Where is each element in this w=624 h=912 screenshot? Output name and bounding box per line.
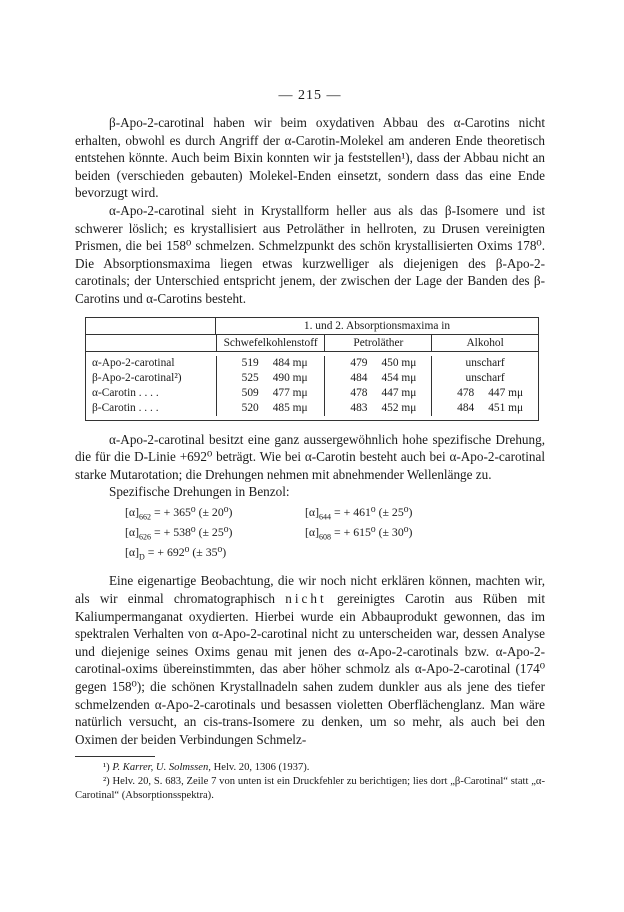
- table-row: β-Carotin . . . . 520 485 mμ 483 452 mμ 484 451 mμ: [86, 401, 538, 416]
- table-row: α-Carotin . . . . 509 477 mμ 478 447 mμ 478 447 mμ: [86, 386, 538, 401]
- table-header-span: 1. und 2. Absorptionsmaxima in: [215, 318, 538, 334]
- column-header-alcohol: Alkohol: [431, 335, 538, 351]
- spaced-emphasis: nicht: [285, 591, 327, 607]
- paragraph-2: α-Apo-2-carotinal sieht in Krystallform heller aus als das β-Isomere und ist schwerer löslich; es krystallisiert aus Petroläther in hellroten, zu Drusen vereinigten Prismen, die bei 158⁰ schmelzen. Schmelzpunkt des schön krystallisierten Oxims 178⁰. Die Absorptionsmaxima liegen etwas kurzwelliger als diejenigen des β-Apo-2-carotinals; der Unterschied entspricht jenem, der zwischen der Lage der Banden des β-Carotins und α-Carotins besteht.: [75, 202, 545, 306]
- rotation-values: [125, 505, 545, 565]
- table-body: [86, 352, 538, 420]
- footnote-rule: [75, 756, 155, 757]
- table-column-headers: [86, 335, 538, 352]
- column-header-cs2: Schwefelkohlenstoff: [216, 335, 325, 351]
- table-row: α-Apo-2-carotinal 519 484 mμ 479 450 mμ unscharf: [86, 356, 538, 371]
- footnote-2: ²) Helv. 20, S. 683, Zeile 7 von unten ist ein Druckfehler zu berichtigen; lies dort „β-Carotinal“ statt „α-Carotinal“ (Absorptionsspektra).: [75, 776, 545, 802]
- column-header-petrol: Petroläther: [324, 335, 431, 351]
- footnote-1: ¹) P. Karrer, U. Solmssen, Helv. 20, 1306 (1937).: [103, 762, 310, 774]
- rotation-heading: Spezifische Drehungen in Benzol:: [109, 484, 290, 500]
- table-header-span-row: [86, 318, 538, 335]
- page-body: [75, 88, 545, 803]
- rotation-item: $[\alpha]_{662}$ = + 365⁰ (± 20⁰): [125, 504, 233, 522]
- paragraph-1: β-Apo-2-carotinal haben wir beim oxydativen Abbau des α-Carotins nicht erhalten, obwohl es durch Angriff der α-Carotin-Molekel am anderen Ende theoretisch entstehen könnte. Auch beim Bixin konnten wir ja feststellen¹), dass der Abbau nicht an beiden (verschieden gebauten) Molekel-Enden einsetzt, sondern dass das eine Ende bevorzugt wird.: [75, 115, 545, 201]
- rotation-item: $[\alpha]_{626}$ = + 538⁰ (± 25⁰): [125, 524, 233, 542]
- table-row: β-Apo-2-carotinal²) 525 490 mμ 484 454 mμ unscharf: [86, 371, 538, 386]
- absorption-table: [85, 317, 539, 421]
- rotation-item: $[\alpha]_{608}$ = + 615⁰ (± 30⁰): [305, 524, 413, 542]
- rotation-item: $[\alpha]_D$ = + 692⁰ (± 35⁰): [125, 544, 227, 561]
- page-number: — 215 —: [278, 88, 342, 103]
- rotation-item: $[\alpha]_{644}$ = + 461⁰ (± 25⁰): [305, 504, 413, 522]
- paragraph-4: Eine eigenartige Beobachtung, die wir noch nicht erklären können, machten wir, als wir einmal chromatographisch nicht gereinigtes Carotin aus Rüben mit Kaliumpermanganat oxydierten. Hierbei wurde ein Abbauprodukt gewonnen, das im spektralen Verhalten von α-Apo-2-carotinal nicht zu unterscheiden war, dessen Analyse und diejenige seines Oxims genau mit jenen des α-Apo-2-carotinals bzw. α-Apo-2-carotinal-oxims übereinstimmten, das aber höher schmolz als α-Apo-2-carotinal (174⁰ gegen 158⁰); die schönen Krystallnadeln sahen zudem dunkler aus als jene des tiefer schmelzenden α-Apo-2-carotinals und besassen violetten Oberflächenglanz. Man wäre natürlich versucht, an cis-trans-Isomere zu denken, um so mehr, als auch bei den Oximen der beiden Verbindungen Schmelz-: [75, 573, 546, 747]
- paragraph-3: α-Apo-2-carotinal besitzt eine ganz aussergewöhnlich hohe spezifische Drehung, die für die D-Linie +692⁰ beträgt. Wie bei α-Carotin besteht auch bei α-Apo-2-carotinal starke Mutarotation; die Drehungen nehmen mit abnehmender Wellenlänge zu.: [75, 431, 545, 482]
